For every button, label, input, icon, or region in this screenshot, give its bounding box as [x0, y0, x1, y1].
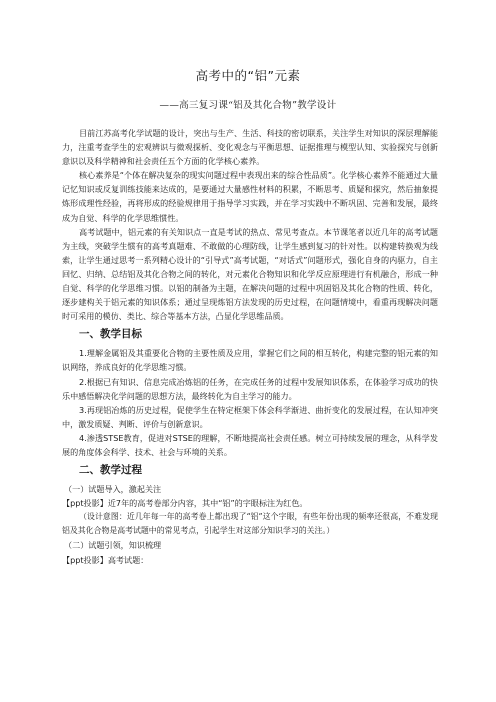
section-heading-objectives: 一、教学目标 [79, 328, 142, 341]
design-intent-note: （设计意图：近几年每一年的高考卷上都出现了“铝”这个字眼，有些年份出现的频率还很高，不难发现铝及其化合物是高考试题中的常见考点，引起学生对这部分知识学习的关注。） [62, 512, 438, 536]
page-title: 高考中的“铝”元素 [195, 68, 301, 83]
process-subheading: （二）试题引领，知识梳理 [64, 540, 162, 551]
document-body [62, 126, 438, 567]
objective-item: 1.理解金属铝及其重要化合物的主要性质及应用，掌握它们之间的相互转化，构建完整的铝元素的知识网络，养成良好的化学思维习惯。 [62, 348, 438, 373]
objective-item: 4.渗透STSE教育，促进对STSE的理解，不断地提高社会责任感。树立可持续发展的理念，从科学发展的角度体会科学、技术、社会与环境的关系。 [62, 432, 438, 457]
objective-item: 3.再现铝冶炼的历史过程，促使学生在特定框架下体会科学渐进、曲折变化的发展过程，在认知冲突中，激发质疑、判断、评价与创新意识。 [62, 404, 438, 429]
process-line: 【ppt投影】近7年的高考卷部分内容，其中“铝”的字眼标注为红色。 [62, 498, 308, 509]
page-subtitle: ——高三复习课“铝及其化合物”教学设计 [159, 100, 337, 111]
process-subheading: （一）试题导入，激起关注 [64, 484, 162, 495]
intro-paragraph: 目前江苏高考化学试题的设计，突出与生产、生活、科技的密切联系，关注学生对知识的深层理解能力，注重考查学生的宏观辨识与微观探析、变化观念与平衡思想、证据推理与模型认知、实验探究与创新意识以及科学精神和社会责任五个方面的化学核心素养。 [62, 128, 438, 167]
intro-paragraph: 高考试题中，铝元素的有关知识点一直是考试的热点、常见考查点。本节课笔者以近几年的高考试题为主线，突破学生惯有的高考真题难、不敢做的心理防线，让学生感到复习的针对性。以构建转换观为线索，让学生通过思考一系列精心设计的“引导式”高考试题，“对话式”问题形式，强化自身的内驱力，自主回忆、归纳、总结铝及其化合物之间的转化，对元素化合物知识和化学反应原理进行有机融合，形成一种自觉、科学的化学思维习惯。以铝的制备为主题，在解决问题的过程中巩固铝及其化合物的性质、转化，逐步建构关于铝元素的知识体系；通过呈现炼铝方法发现的历史过程，在问题情境中，看重再现解决问题时可采用的模仿、类比、综合等基本方法，凸显化学思维品质。 [62, 226, 438, 322]
section-heading-process: 二、教学过程 [79, 464, 142, 477]
objective-item: 2.根据已有知识、信息完成冶炼铝的任务，在完成任务的过程中发展知识体系，在体验学习成功的快乐中感悟解决化学问题的思想方法，最终转化为自主学习的能力。 [62, 376, 438, 401]
process-line: 【ppt投影】高考试题： [62, 554, 149, 565]
intro-paragraph: 核心素养是“个体在解决复杂的现实问题过程中表现出来的综合性品质”。化学核心素养不能通过大量记忆知识或反复训练技能来达成的，是要通过大量感性材料的积累，不断思考、质疑和探究，然后抽象提炼形成理性经验，再将形成的经验规律用于指导学习实践，并在学习实践中不断巩固、完善和发展，最终成为自觉、科学的化学思维惯性。 [62, 170, 438, 223]
